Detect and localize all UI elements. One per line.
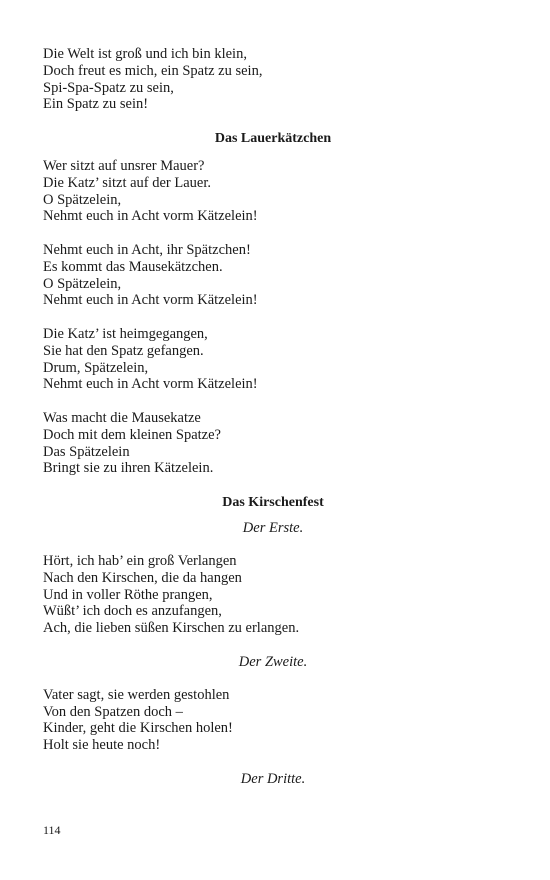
verse-line: Wüßt’ ich doch es anzufangen, bbox=[43, 603, 222, 620]
verse-line: Ein Spatz zu sein! bbox=[43, 96, 149, 113]
verse-line: Kinder, geht die Kirschen holen! bbox=[43, 720, 233, 737]
verse-line: Sie hat den Spatz gefangen. bbox=[43, 342, 204, 359]
verse-line: Nehmt euch in Acht vorm Kätzelein! bbox=[43, 208, 258, 225]
poem-title-kirschenfest: Das Kirschenfest bbox=[222, 494, 324, 510]
stanza bbox=[43, 158, 503, 225]
stanza bbox=[43, 553, 503, 637]
verse-line: Die Welt ist groß und ich bin klein, bbox=[43, 46, 247, 62]
verse-line: Nehmt euch in Acht, ihr Spätzchen! bbox=[43, 241, 251, 258]
opening-stanza bbox=[43, 46, 503, 113]
poem-title-lauerkaetzchen: Das Lauerkätzchen bbox=[214, 130, 332, 146]
verse-line: Holt sie heute noch! bbox=[43, 737, 161, 754]
verse-line: Spi-Spa-Spatz zu sein, bbox=[43, 79, 174, 96]
verse-line: Und in voller Röthe prangen, bbox=[43, 586, 213, 603]
verse-line: Die Katz’ ist heimgegangen, bbox=[43, 325, 208, 342]
verse-line: Drum, Spätzelein, bbox=[43, 359, 149, 376]
verse-line: Was macht die Mausekatze bbox=[43, 409, 201, 426]
page-content bbox=[43, 46, 503, 804]
speaker-label: Der Dritte. bbox=[240, 770, 306, 787]
stanza bbox=[43, 242, 503, 309]
speaker-label: Der Erste. bbox=[242, 519, 304, 536]
verse-line: Doch freut es mich, ein Spatz zu sein, bbox=[43, 62, 263, 79]
speaker-label: Der Zweite. bbox=[238, 653, 308, 670]
verse-line: Ach, die lieben süßen Kirschen zu erlangen. bbox=[43, 620, 300, 637]
stanza bbox=[43, 410, 503, 477]
page-number: 114 bbox=[43, 823, 61, 837]
verse-line: Von den Spatzen doch – bbox=[43, 703, 183, 720]
verse-line: Nehmt euch in Acht vorm Kätzelein! bbox=[43, 376, 258, 393]
verse-line: Das Spätzelein bbox=[43, 443, 130, 460]
verse-line: Die Katz’ sitzt auf der Lauer. bbox=[43, 174, 212, 191]
verse-line: O Spätzelein, bbox=[43, 275, 122, 292]
verse-line: Bringt sie zu ihren Kätzelein. bbox=[43, 460, 214, 477]
verse-line: Nach den Kirschen, die da hangen bbox=[43, 569, 242, 586]
verse-line: Hört, ich hab’ ein groß Verlangen bbox=[43, 552, 237, 569]
stanza bbox=[43, 687, 503, 754]
verse-line: Es kommt das Mausekätzchen. bbox=[43, 258, 223, 275]
verse-line: Vater sagt, sie werden gestohlen bbox=[43, 686, 230, 703]
stanza bbox=[43, 326, 503, 393]
verse-line: Wer sitzt auf unsrer Mauer? bbox=[43, 157, 205, 174]
verse-line: Doch mit dem kleinen Spatze? bbox=[43, 426, 221, 443]
verse-line: Nehmt euch in Acht vorm Kätzelein! bbox=[43, 292, 258, 309]
verse-line: O Spätzelein, bbox=[43, 191, 122, 208]
